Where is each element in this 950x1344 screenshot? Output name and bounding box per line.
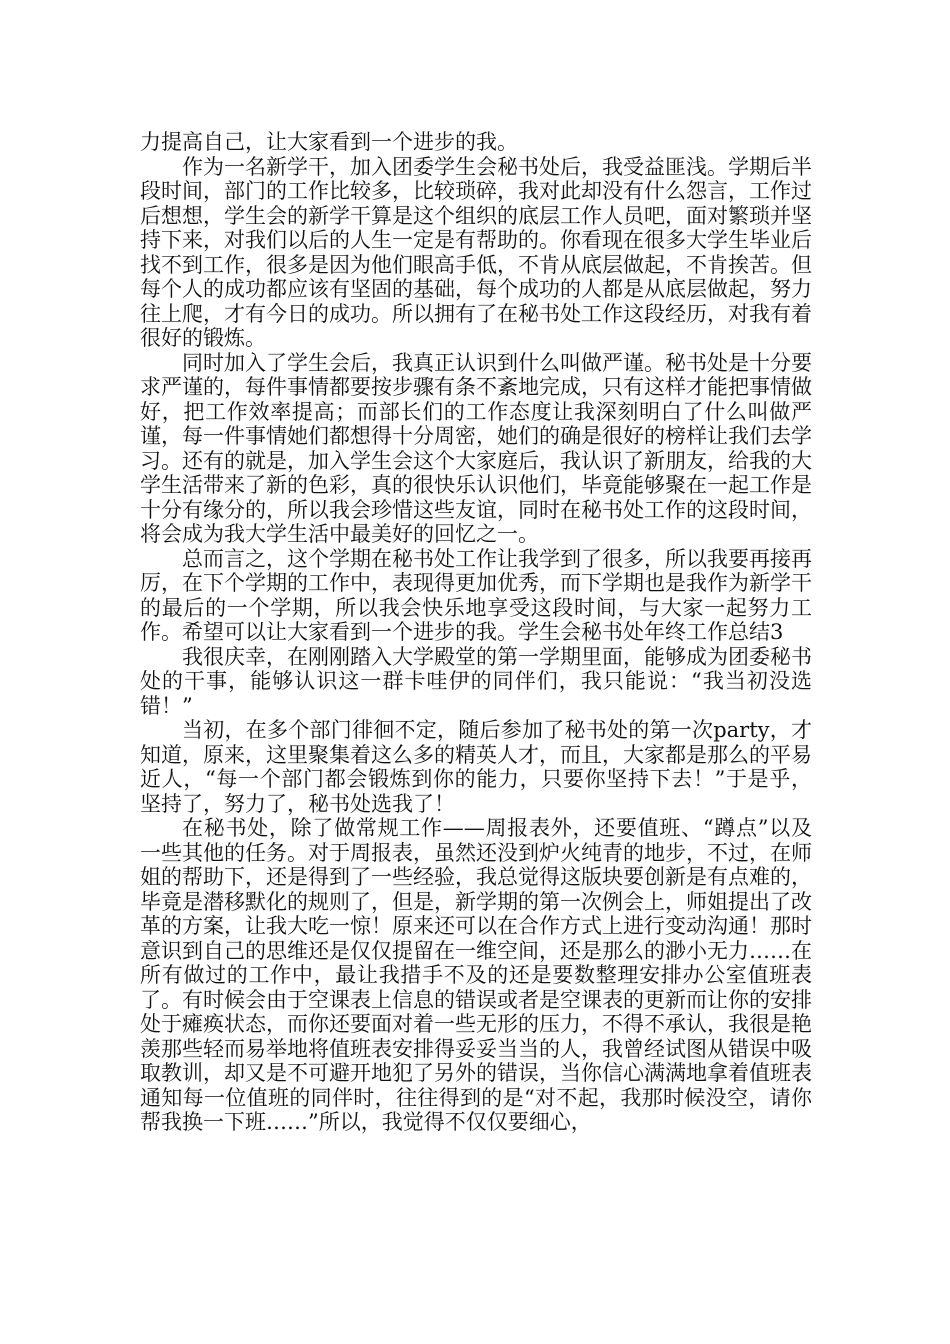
paragraph-6: 当初，在多个部门徘徊不定，随后参加了秘书处的第一次party，才知道，原来，这里聚集着这么多的精英人才，而且，大家都是那么的平易近人，“每一个部门都会锻炼到你的能力，只要你坚持下去！”于是乎，坚持了，努力了，秘书处选我了！ xyxy=(140,718,812,816)
paragraph-4: 总而言之，这个学期在秘书处工作让我学到了很多，所以我要再接再厉，在下个学期的工作中，表现得更加优秀，而下学期也是我作为新学干的最后的一个学期，所以我会快乐地享受这段时间，与大家一起努力工作。希望可以让大家看到一个进步的我。学生会秘书处年终工作总结3 xyxy=(140,546,812,644)
paragraph-3: 同时加入了学生会后，我真正认识到什么叫做严谨。秘书处是十分要求严谨的，每件事情都要按步骤有条不紊地完成，只有这样才能把事情做好，把工作效率提高；而部长们的工作态度让我深刻明白了什么叫做严谨，每一件事情她们都想得十分周密，她们的确是很好的榜样让我们去学习。还有的就是，加入学生会这个大家庭后，我认识了新朋友，给我的大学生活带来了新的色彩，真的很快乐认识他们，毕竟能够聚在一起工作是十分有缘分的，所以我会珍惜这些友谊，同时在秘书处工作的这段时间，将会成为我大学生活中最美好的回忆之一。 xyxy=(140,350,812,546)
paragraph-1: 力提高自己，让大家看到一个进步的我。 xyxy=(140,130,518,154)
paragraph-2: 作为一名新学干，加入团委学生会秘书处后，我受益匪浅。学期后半段时间，部门的工作比较多，比较琐碎，我对此却没有什么怨言，工作过后想想，学生会的新学干算是这个组织的底层工作人员吧，面对繁琐并坚持下来，对我们以后的人生一定是有帮助的。你看现在很多大学生毕业后找不到工作，很多是因为他们眼高手低，不肯从底层做起，不肯挨苦。但每个人的成功都应该有坚固的基础，每个成功的人都是从底层做起，努力往上爬，才有今日的成功。所以拥有了在秘书处工作这段经历，对我有着很好的锻炼。 xyxy=(140,154,812,350)
paragraph-7: 在秘书处，除了做常规工作——周报表外，还要值班、“蹲点”以及一些其他的任务。对于周报表，虽然还没到炉火纯青的地步，不过，在师姐的帮助下，还是得到了一些经验，我总觉得这版块要创新是有点难的，毕竟是潜移默化的规则了，但是，新学期的第一次例会上，师姐提出了改革的方案，让我大吃一惊！原来还可以在合作方式上进行变动沟通！那时意识到自己的思维还是仅仅提留在一维空间，还是那么的渺小无力……在所有做过的工作中，最让我措手不及的还是要数整理安排办公室值班表了。有时候会由于空课表上信息的错误或者是空课表的更新而让你的安排处于瘫痪状态，而你还要面对着一些无形的压力，不得不承认，我很是艳羡那些轻而易举地将值班表安排得妥妥当当的人，我曾经试图从错误中吸取教训，却又是不可避开地犯了另外的错误，当你信心满满地拿着值班表通知每一位值班的同伴时，往往得到的是“对不起，我那时候没空，请你帮我换一下班……”所以，我觉得不仅仅要细心， xyxy=(140,816,812,1134)
paragraph-5: 我很庆幸，在刚刚踏入大学殿堂的第一学期里面，能够成为团委秘书处的干事，能够认识这一群卡哇伊的同伴们，我只能说：“我当初没选错！” xyxy=(140,644,812,718)
document-body xyxy=(140,130,812,1135)
